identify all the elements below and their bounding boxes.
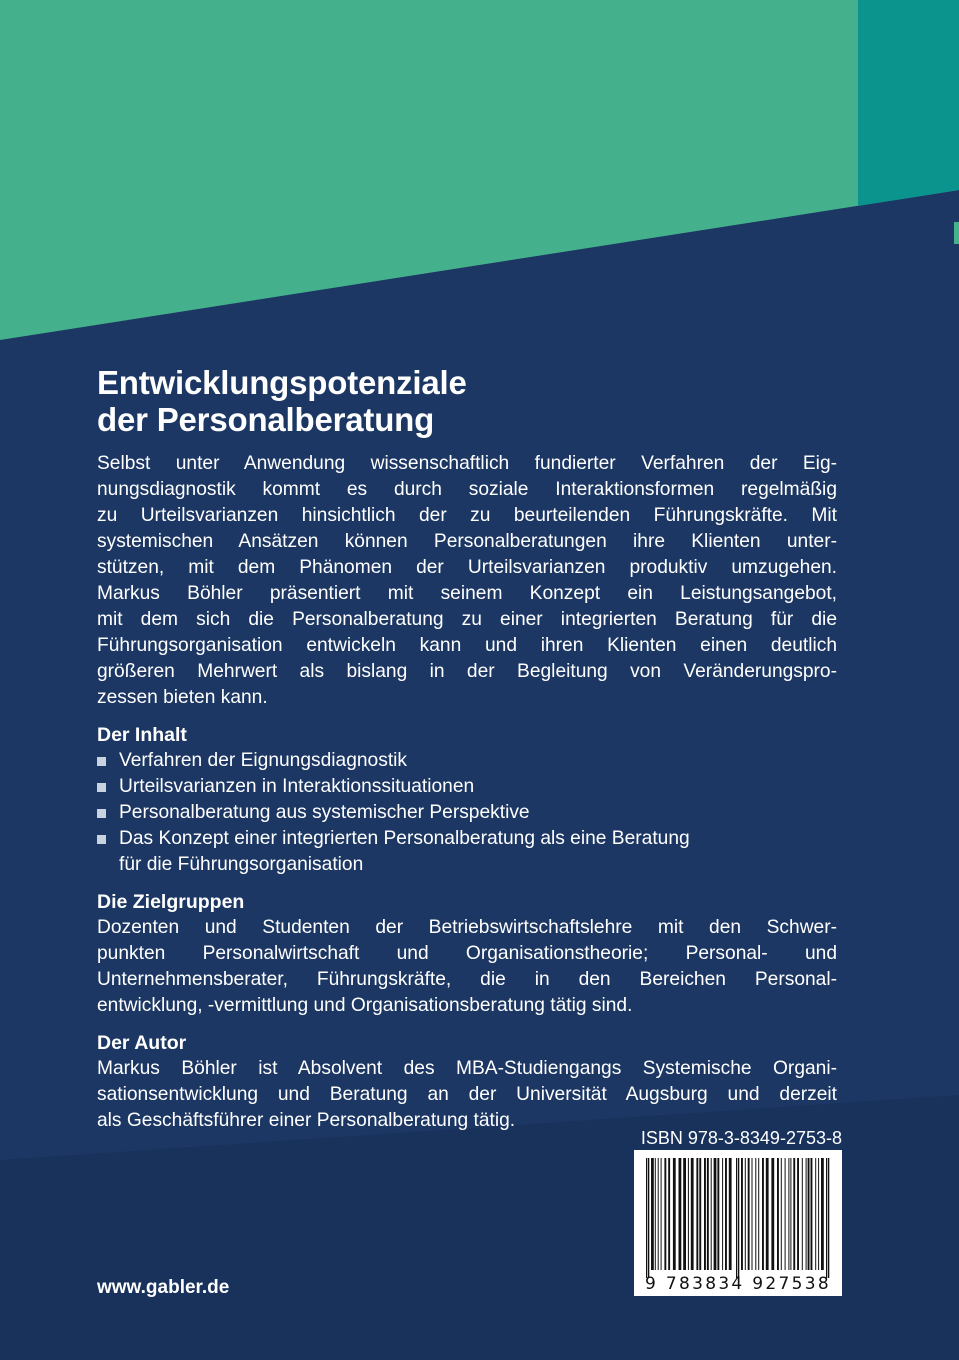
teal-corner-shape [858,0,959,206]
publisher-website: www.gabler.de [97,1277,230,1298]
autor-line: Markus Böhler ist Absolvent des MBA-Studiengangs Systemische Organi- [97,1058,837,1079]
intro-line: mit dem sich die Personalberatung zu einer integrierten Beratung für die [97,609,837,630]
zielgruppen-line: Dozenten und Studenten der Betriebswirtschaftslehre mit den Schwer- [97,917,837,938]
title-line-1: Entwicklungspotenziale [97,364,467,401]
barcode-guard-bar [736,1158,737,1278]
barcode-bar [755,1158,756,1270]
book-title [97,364,857,438]
barcode-guard-bar [646,1158,647,1278]
barcode-bar [745,1158,746,1270]
square-bullet-icon [97,835,106,844]
barcode-bar [762,1158,764,1270]
barcode-bar [661,1158,662,1270]
zielgruppen-line: entwicklung, -vermittlung und Organisationsberatung tätig sind. [97,995,633,1016]
intro-line: nungsdiagnostik kommt es durch soziale Interaktionsformen regelmäßig [97,479,837,500]
intro-paragraph [97,451,837,711]
edge-tick [954,222,959,244]
barcode-bar [806,1158,807,1270]
barcode-bar [722,1158,723,1270]
zielgruppen-paragraph [97,915,837,1019]
autor-paragraph [97,1056,837,1134]
barcode-bar [741,1158,743,1270]
barcode-bar [658,1158,659,1270]
list-item [97,748,837,774]
list-item [97,826,837,878]
intro-line: systemischen Ansätzen können Personalberatungen ihre Klienten unter- [97,531,837,552]
barcode-bar [771,1158,774,1270]
square-bullet-icon [97,809,106,818]
intro-line: stützen, mit dem Phänomen der Urteilsvarianzen produktiv umzugehen. [97,557,837,578]
intro-line: Markus Böhler präsentiert mit seinem Konzept ein Leistungsangebot, [97,583,837,604]
barcode-bar [729,1158,732,1270]
list-item-text: Verfahren der Eignungsdiagnostik [119,750,408,771]
barcode-bar [707,1158,709,1270]
barcode-bar [696,1158,698,1270]
barcode-bar [683,1158,686,1270]
list-item-text: für die Führungsorganisation [119,854,364,875]
barcode-bar [818,1158,819,1270]
barcode [634,1150,842,1296]
list-item [97,774,837,800]
intro-line: Führungsorganisation entwickeln kann und ihren Klienten einen deutlich [97,635,837,656]
inhalt-heading: Der Inhalt [97,724,187,746]
inhalt-list [97,748,837,878]
list-item-text: Das Konzept einer integrierten Personalberatung als eine Beratung [119,828,690,849]
barcode-bar [748,1158,750,1270]
barcode-bar [711,1158,712,1270]
intro-line: zu Urteilsvarianzen hinsichtlich der zu beurteilenden Führungskräfte. Mit [97,505,837,526]
barcode-bar [811,1158,813,1270]
barcode-bar [821,1158,824,1270]
barcode-bar [704,1158,706,1270]
barcode-bar [673,1158,676,1270]
barcode-bar [777,1158,779,1270]
barcode-bar [815,1158,816,1270]
zielgruppen-line: punkten Personalwirtschaft und Organisationstheorie; Personal- und [97,943,837,964]
barcode-bar [679,1158,682,1270]
barcode-bar [691,1158,694,1270]
barcode-bar [699,1158,701,1270]
isbn-label: ISBN 978-3-8349-2753-8 [640,1128,842,1148]
autor-heading: Der Autor [97,1032,187,1054]
zielgruppen-line: Unternehmensberater, Führungskräfte, die in den Bereichen Personal- [97,969,837,990]
barcode-bar [664,1158,666,1270]
barcode-bar [790,1158,791,1270]
intro-line: größeren Mehrwert als bislang in der Begleitung von Veränderungspro- [97,661,837,682]
barcode-digits: 9 783834 927538 [645,1274,831,1294]
barcode-bar [651,1158,654,1270]
barcode-bar [788,1158,789,1270]
barcode-guard-bar [828,1158,829,1278]
barcode-bar [655,1158,656,1270]
barcode-bar [688,1158,689,1270]
barcode-guard-bar [648,1158,649,1278]
barcode-guard-bar [738,1158,739,1278]
title-line-2: der Personalberatung [97,401,435,438]
list-item [97,800,837,826]
barcode-bar [797,1158,799,1270]
list-item-text: Personalberatung aus systemischer Perspektive [119,802,530,823]
barcode-bar [766,1158,769,1270]
intro-line: zessen bieten kann. [97,687,268,708]
barcode-bar [725,1158,727,1270]
list-item-text: Urteilsvarianzen in Interaktionssituationen [119,776,475,797]
square-bullet-icon [97,783,106,792]
barcode-bar [781,1158,782,1270]
green-band-shape [0,0,959,340]
barcode-bar [785,1158,786,1270]
barcode-guard-bar [826,1158,827,1278]
zielgruppen-heading: Die Zielgruppen [97,891,245,913]
intro-line: Selbst unter Anwendung wissenschaftlich fundierter Verfahren der Eig- [97,453,837,474]
barcode-bar [758,1158,759,1270]
autor-line: sationsentwicklung und Beratung an der Universität Augsburg und derzeit [97,1084,837,1105]
autor-line: als Geschäftsführer einer Personalberatung tätig. [97,1110,516,1131]
barcode-bar [793,1158,795,1270]
barcode-bar [714,1158,717,1270]
barcode-bar [717,1158,719,1270]
barcode-bar [668,1158,670,1270]
barcode-bar [752,1158,753,1270]
barcode-bar [808,1158,810,1270]
square-bullet-icon [97,757,106,766]
barcode-bar [802,1158,803,1270]
